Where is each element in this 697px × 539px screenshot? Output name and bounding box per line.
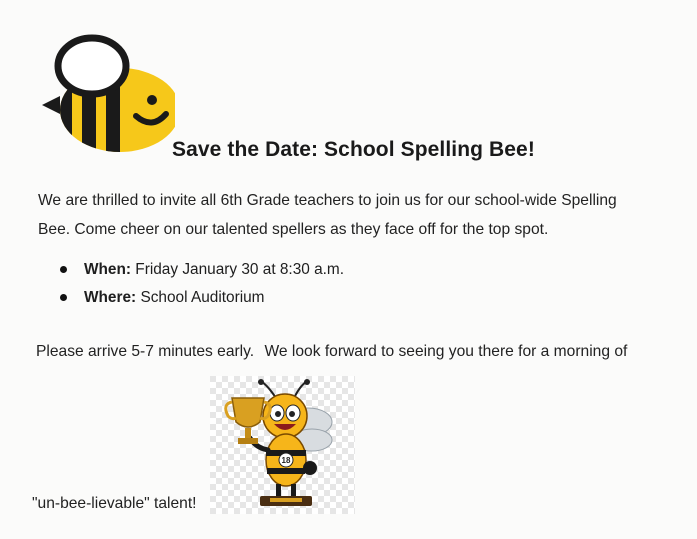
detail-label: Where: — [84, 289, 137, 306]
detail-label: When: — [84, 261, 132, 278]
intro-line: Bee. Come cheer on our talented spellers as they face off for the top spot. — [38, 221, 549, 238]
bee-jersey-number: 18 — [281, 456, 291, 465]
bullet-icon — [60, 294, 67, 301]
detail-value: Friday January 30 at 8:30 a.m. — [135, 261, 345, 278]
intro-paragraph — [38, 186, 638, 244]
closing-line: "un-bee-lievable" talent! — [32, 495, 197, 512]
arrival-note-part2: We look forward to seeing you there for a morning of — [264, 343, 628, 360]
cartoon-bee-icon — [40, 30, 175, 155]
detail-value: School Auditorium — [140, 289, 265, 306]
intro-line: We are thrilled to invite all 6th Grade teachers to join us for our school-wide Spelling — [38, 192, 617, 209]
bee-holding-trophy-icon — [210, 376, 355, 514]
detail-when — [58, 258, 344, 286]
bullet-icon — [60, 266, 67, 273]
arrival-note — [36, 343, 627, 361]
event-details-list — [58, 258, 344, 314]
detail-where — [58, 286, 344, 314]
page-title: Save the Date: School Spelling Bee! — [172, 138, 535, 161]
arrival-note-part1: Please arrive 5-7 minutes early. — [36, 343, 255, 360]
